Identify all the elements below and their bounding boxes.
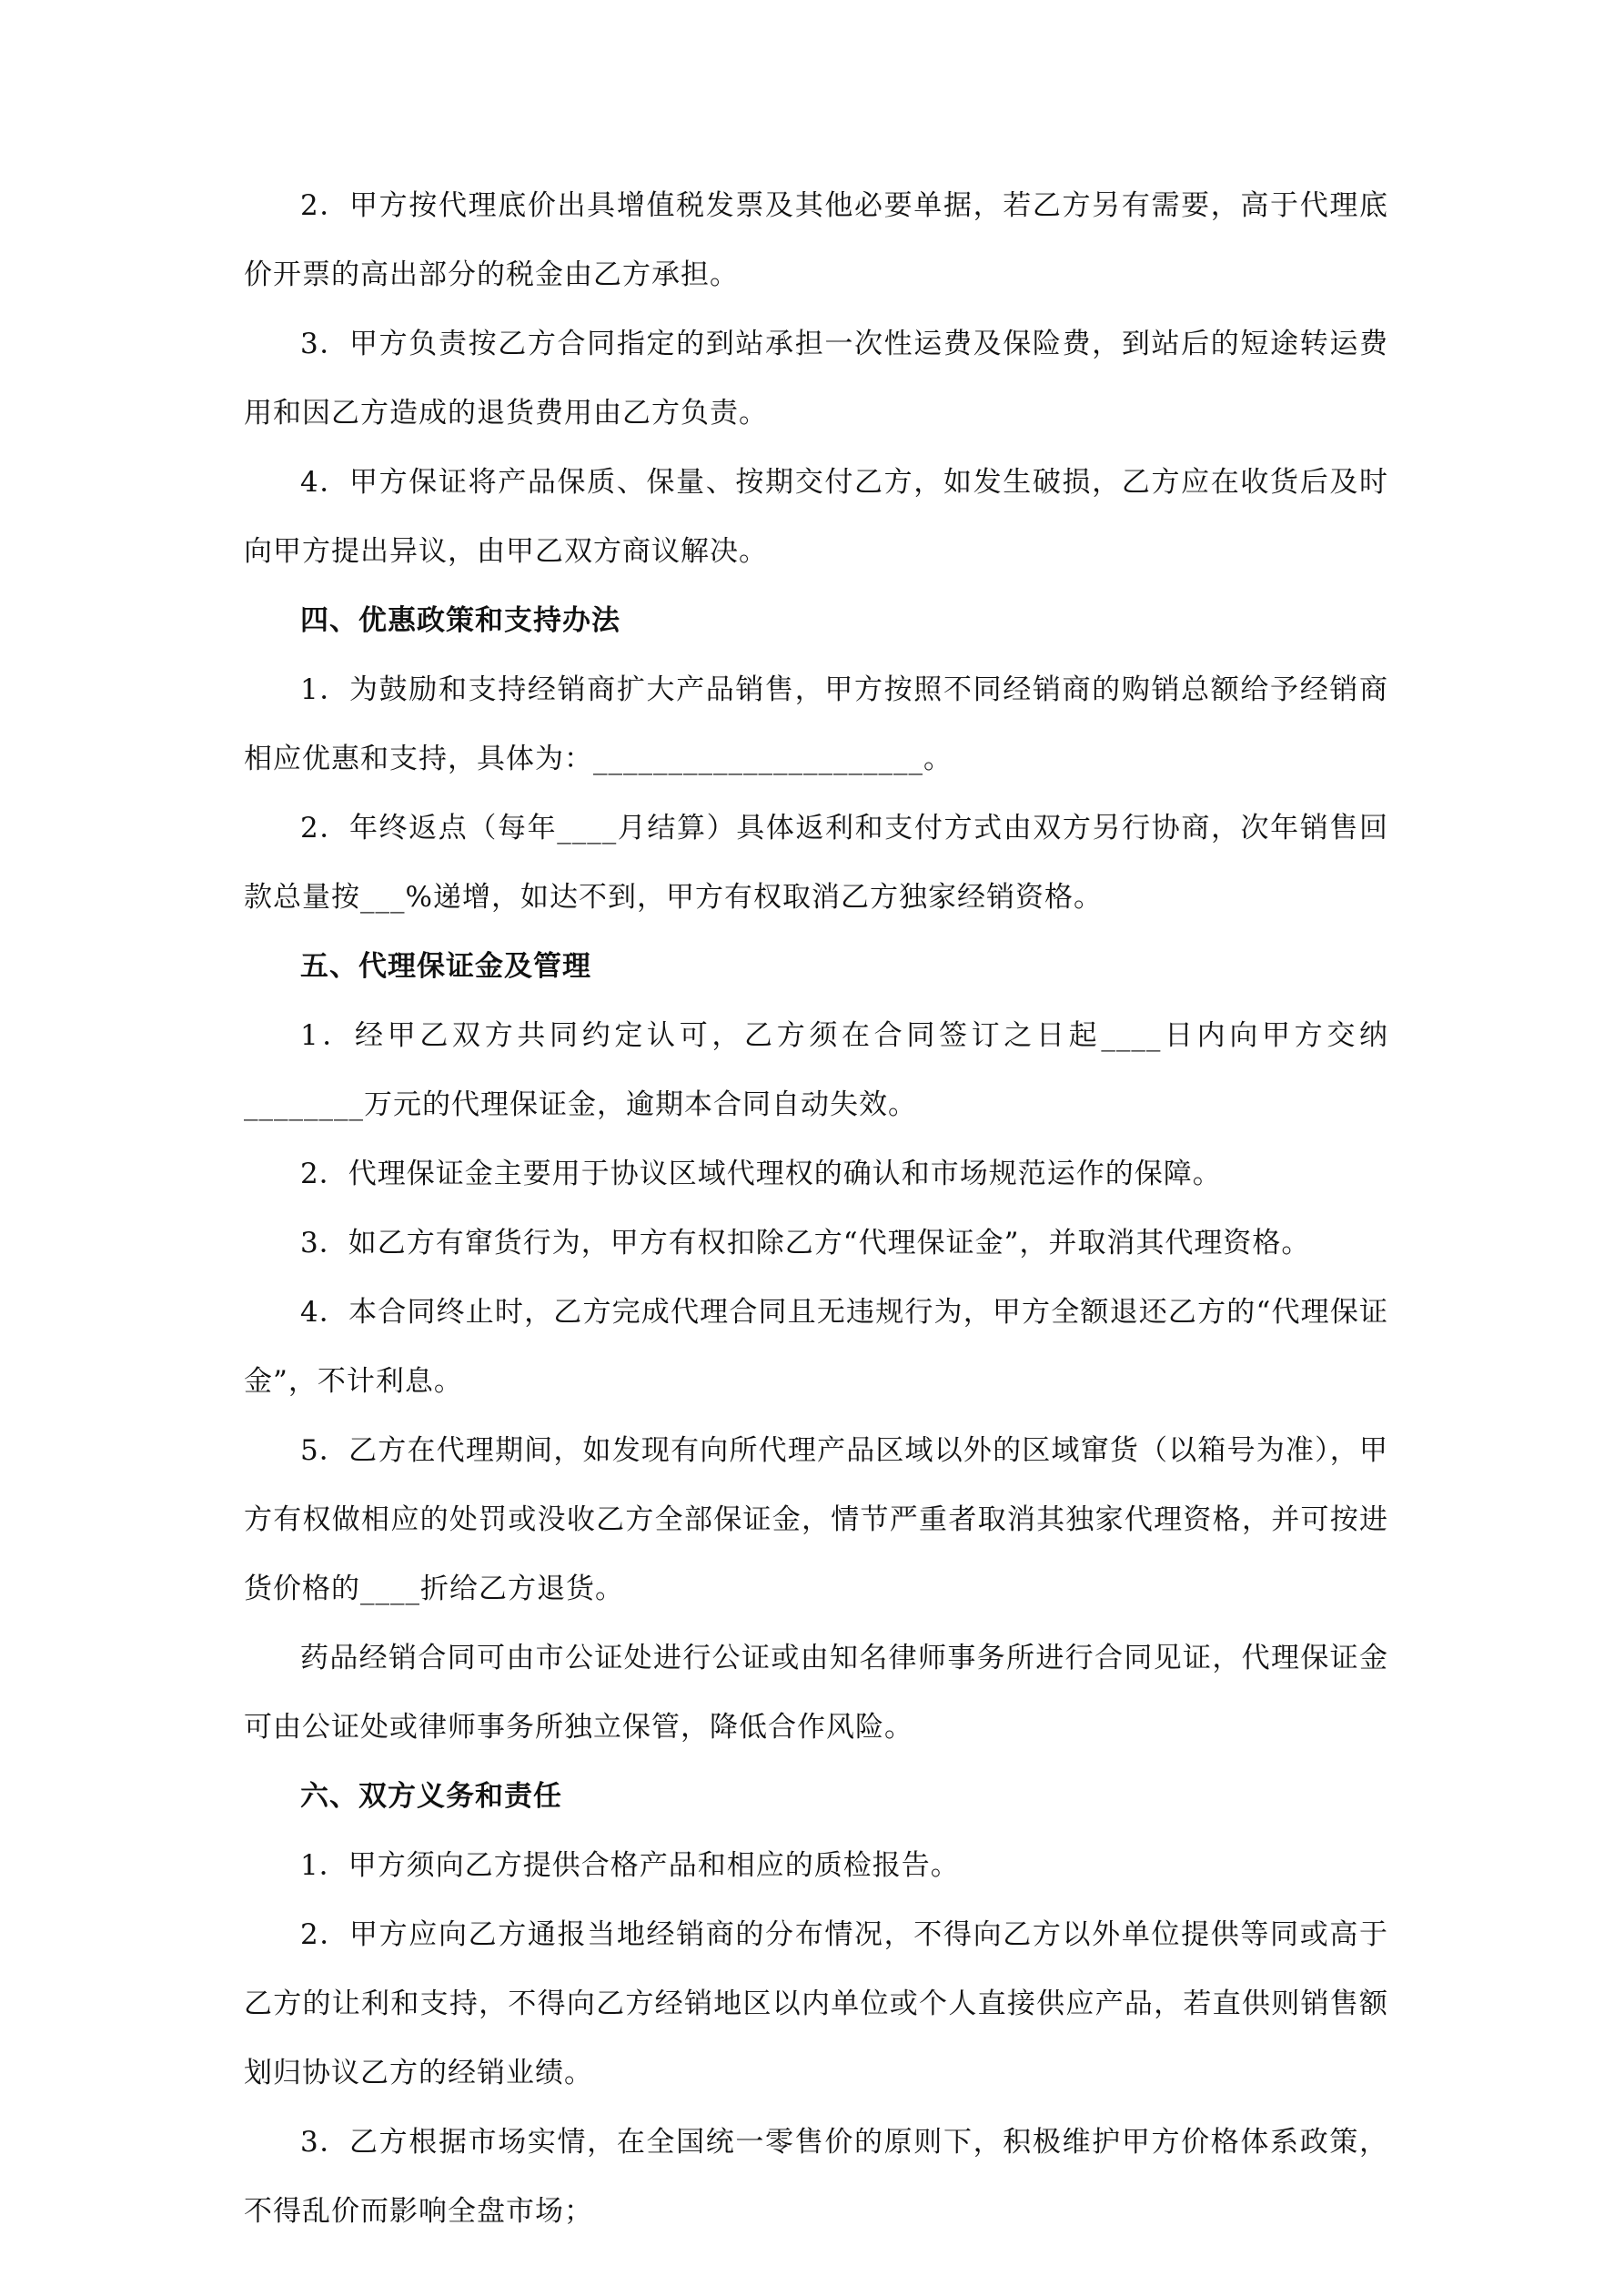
clause-4-1: 1．为鼓励和支持经销商扩大产品销售，甲方按照不同经销商的购销总额给予经销商相应优惠和支持，具体为：______________________。 — [244, 673, 1388, 775]
document-body — [244, 171, 1388, 2246]
clause-3-4: 4．甲方保证将产品保质、保量、按期交付乙方，如发生破损，乙方应在收货后及时向甲方提出异议，由甲乙双方商议解决。 — [244, 466, 1388, 568]
clause-3-2: 2．甲方按代理底价出具增值税发票及其他必要单据，若乙方另有需要，高于代理底价开票的高出部分的税金由乙方承担。 — [244, 189, 1388, 291]
clause-3-3: 3．甲方负责按乙方合同指定的到站承担一次性运费及保险费，到站后的短途转运费用和因乙方造成的退货费用由乙方负责。 — [244, 328, 1388, 430]
clause-5-3: 3．如乙方有窜货行为，甲方有权扣除乙方“代理保证金”，并取消其代理资格。 — [300, 1227, 1311, 1259]
clause-5-4: 4．本合同终止时，乙方完成代理合同且无违规行为，甲方全额退还乙方的“代理保证金”，不计利息。 — [244, 1296, 1388, 1398]
clause-6-2: 2．甲方应向乙方通报当地经销商的分布情况，不得向乙方以外单位提供等同或高于乙方的让利和支持，不得向乙方经销地区以内单位或个人直接供应产品，若直供则销售额划归协议乙方的经销业绩。 — [244, 1918, 1388, 2089]
clause-5-5: 5．乙方在代理期间，如发现有向所代理产品区域以外的区域窜货（以箱号为准），甲方有权做相应的处罚或没收乙方全部保证金，情节严重者取消其独家代理资格，并可按进货价格的____折给乙方退货。 — [244, 1434, 1388, 1605]
clause-6-1: 1．甲方须向乙方提供合格产品和相应的质检报告。 — [300, 1849, 960, 1882]
clause-6-3: 3．乙方根据市场实情，在全国统一零售价的原则下，积极维护甲方价格体系政策，不得乱价而影响全盘市场； — [244, 2126, 1388, 2228]
clause-4-2: 2．年终返点（每年____月结算）具体返利和支付方式由双方另行协商，次年销售回款总量按___%递增，如达不到，甲方有权取消乙方独家经销资格。 — [244, 812, 1388, 914]
note-paragraph: 药品经销合同可由市公证处进行公证或由知名律师事务所进行合同见证，代理保证金可由公证处或律师事务所独立保管，降低合作风险。 — [244, 1642, 1388, 1744]
clause-5-2: 2．代理保证金主要用于协议区域代理权的确认和市场规范运作的保障。 — [300, 1158, 1222, 1190]
clause-5-1: 1．经甲乙双方共同约定认可，乙方须在合同签订之日起____日内向甲方交纳________万元的代理保证金，逾期本合同自动失效。 — [244, 1019, 1388, 1121]
section-heading-4: 四、优惠政策和支持办法 — [300, 604, 620, 637]
section-heading-5: 五、代理保证金及管理 — [300, 950, 591, 983]
section-heading-6: 六、双方义务和责任 — [300, 1780, 562, 1813]
